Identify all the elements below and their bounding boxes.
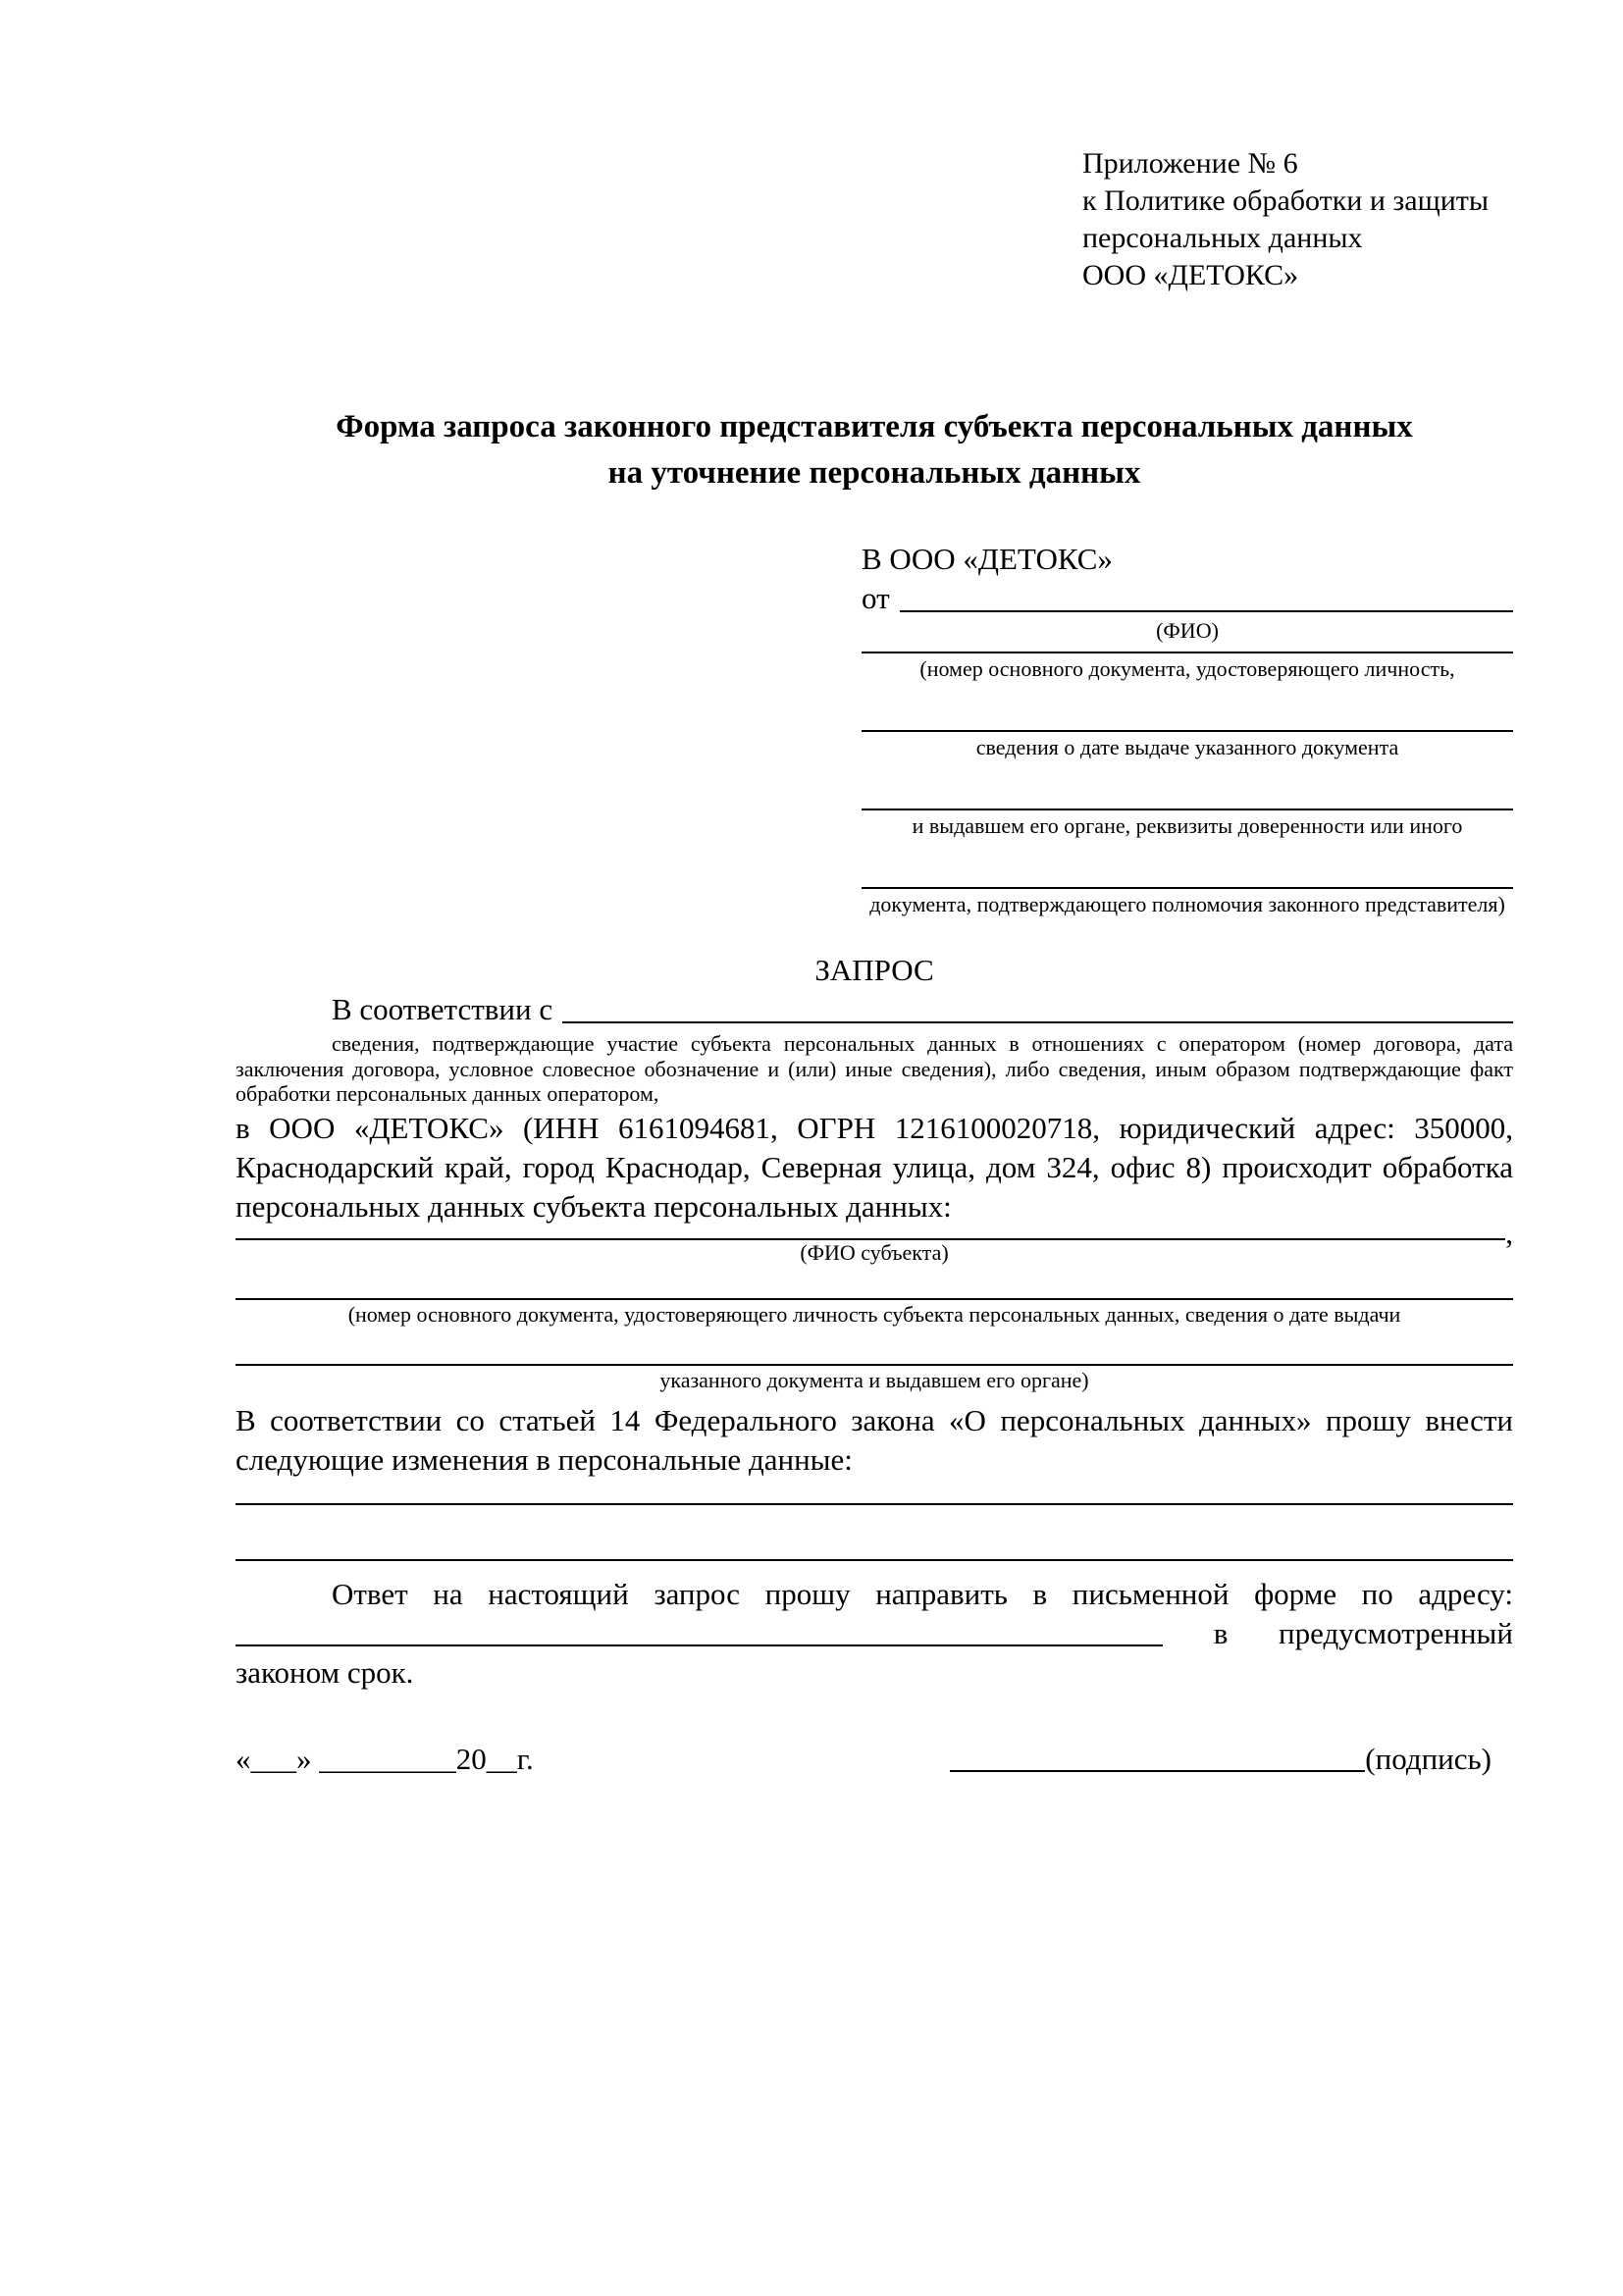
accordance-label: В соответствии с [332, 992, 553, 1026]
representative-doc-field [862, 809, 1513, 839]
subject-doc-field [236, 1298, 1513, 1328]
operator-paragraph: в ООО «ДЕТОКС» (ИНН 6161094681, ОГРН 1216100020718, юридический адрес: 350000, Краснодарский край, город Краснодар, Северная улица, дом 324, офис 8) происходит обработка персональных данных субъекта персональных данных: [236, 1110, 1513, 1224]
appendix-block [1082, 0, 1513, 294]
organization-line: В ООО «ДЕТОКС» [862, 542, 1113, 576]
subject-fio-caption: (ФИО субъекта) [800, 1239, 949, 1265]
answer-tail: законом срок. [236, 1654, 414, 1690]
signature-caption: (подпись) [1365, 1741, 1492, 1776]
changes-blank-line [236, 1559, 1513, 1561]
accordance-note: сведения, подтверждающие участие субъекта персональных данных в отношениях с оператором (номер договора, дата заключения договора, условное словесное обозначение и (или) иные сведения), либо сведения, иным образом подтверждающие факт обработки персональных данных оператором, [236, 1031, 1513, 1106]
addressee-block [862, 540, 1513, 917]
answer-word-stipulated: предусмотренный [1279, 1615, 1513, 1650]
blank-line [862, 887, 1513, 889]
field-caption: (номер основного документа, удостоверяющего личность, [919, 656, 1455, 681]
fio-caption: (ФИО) [1156, 618, 1219, 643]
field-caption: и выдавшем его органе, реквизиты доверенности или иного [912, 813, 1463, 838]
subject-doc-blank-line [236, 1298, 1513, 1300]
representative-doc-field [862, 730, 1513, 760]
appendix-line: персональных данных [1082, 222, 1363, 254]
answer-address-line [236, 1614, 1513, 1653]
appendix-line: Приложение № 6 [1082, 147, 1298, 180]
date-signature-row [236, 1740, 1513, 1779]
signature-block [950, 1740, 1492, 1779]
answer-word-in: в [1213, 1615, 1229, 1650]
form-title-line-2: на уточнение персональных данных [607, 455, 1141, 491]
subject-doc-blank-line [236, 1364, 1513, 1366]
date-line: «___» _________20__г. [236, 1741, 534, 1776]
answer-paragraph-line: Ответ на настоящий запрос прошу направить в письменной форме по адресу: [332, 1576, 1513, 1611]
appendix-line: к Политике обработки и защиты [1082, 184, 1490, 217]
accordance-line [236, 990, 1513, 1029]
from-label: от [862, 581, 890, 615]
subject-comma: , [1505, 1215, 1513, 1250]
article-paragraph: В соответствии со статьей 14 Федерального закона «О персональных данных» прошу внести следующие изменения в персональные данные: [236, 1402, 1513, 1477]
field-caption: документа, подтверждающего полномочия законного представителя) [869, 892, 1505, 916]
form-title [236, 404, 1513, 496]
fio-blank-line [900, 610, 1513, 612]
form-title-line-1: Форма запроса законного представителя субъекта персональных данных [336, 409, 1413, 444]
blank-line [862, 730, 1513, 732]
signature-blank-line [950, 1770, 1365, 1772]
address-blank-line [236, 1644, 1163, 1646]
accordance-blank-line [562, 1021, 1513, 1023]
subject-doc-caption: указанного документа и выдавшем его органе) [659, 1367, 1089, 1392]
field-caption: сведения о дате выдаче указанного документа [975, 735, 1399, 759]
changes-blank-line [236, 1503, 1513, 1505]
subject-doc-caption: (номер основного документа, удостоверяющего личность субъекта персональных данных, сведения о дате выдачи [347, 1301, 1401, 1327]
request-heading: ЗАПРОС [814, 953, 934, 987]
appendix-line: ООО «ДЕТОКС» [1082, 259, 1299, 291]
subject-doc-field [236, 1364, 1513, 1393]
blank-line [862, 809, 1513, 810]
blank-line [862, 652, 1513, 653]
subject-fio-line [236, 1215, 1513, 1250]
from-line [862, 579, 1513, 618]
representative-doc-field [862, 887, 1513, 917]
representative-doc-field [862, 652, 1513, 682]
